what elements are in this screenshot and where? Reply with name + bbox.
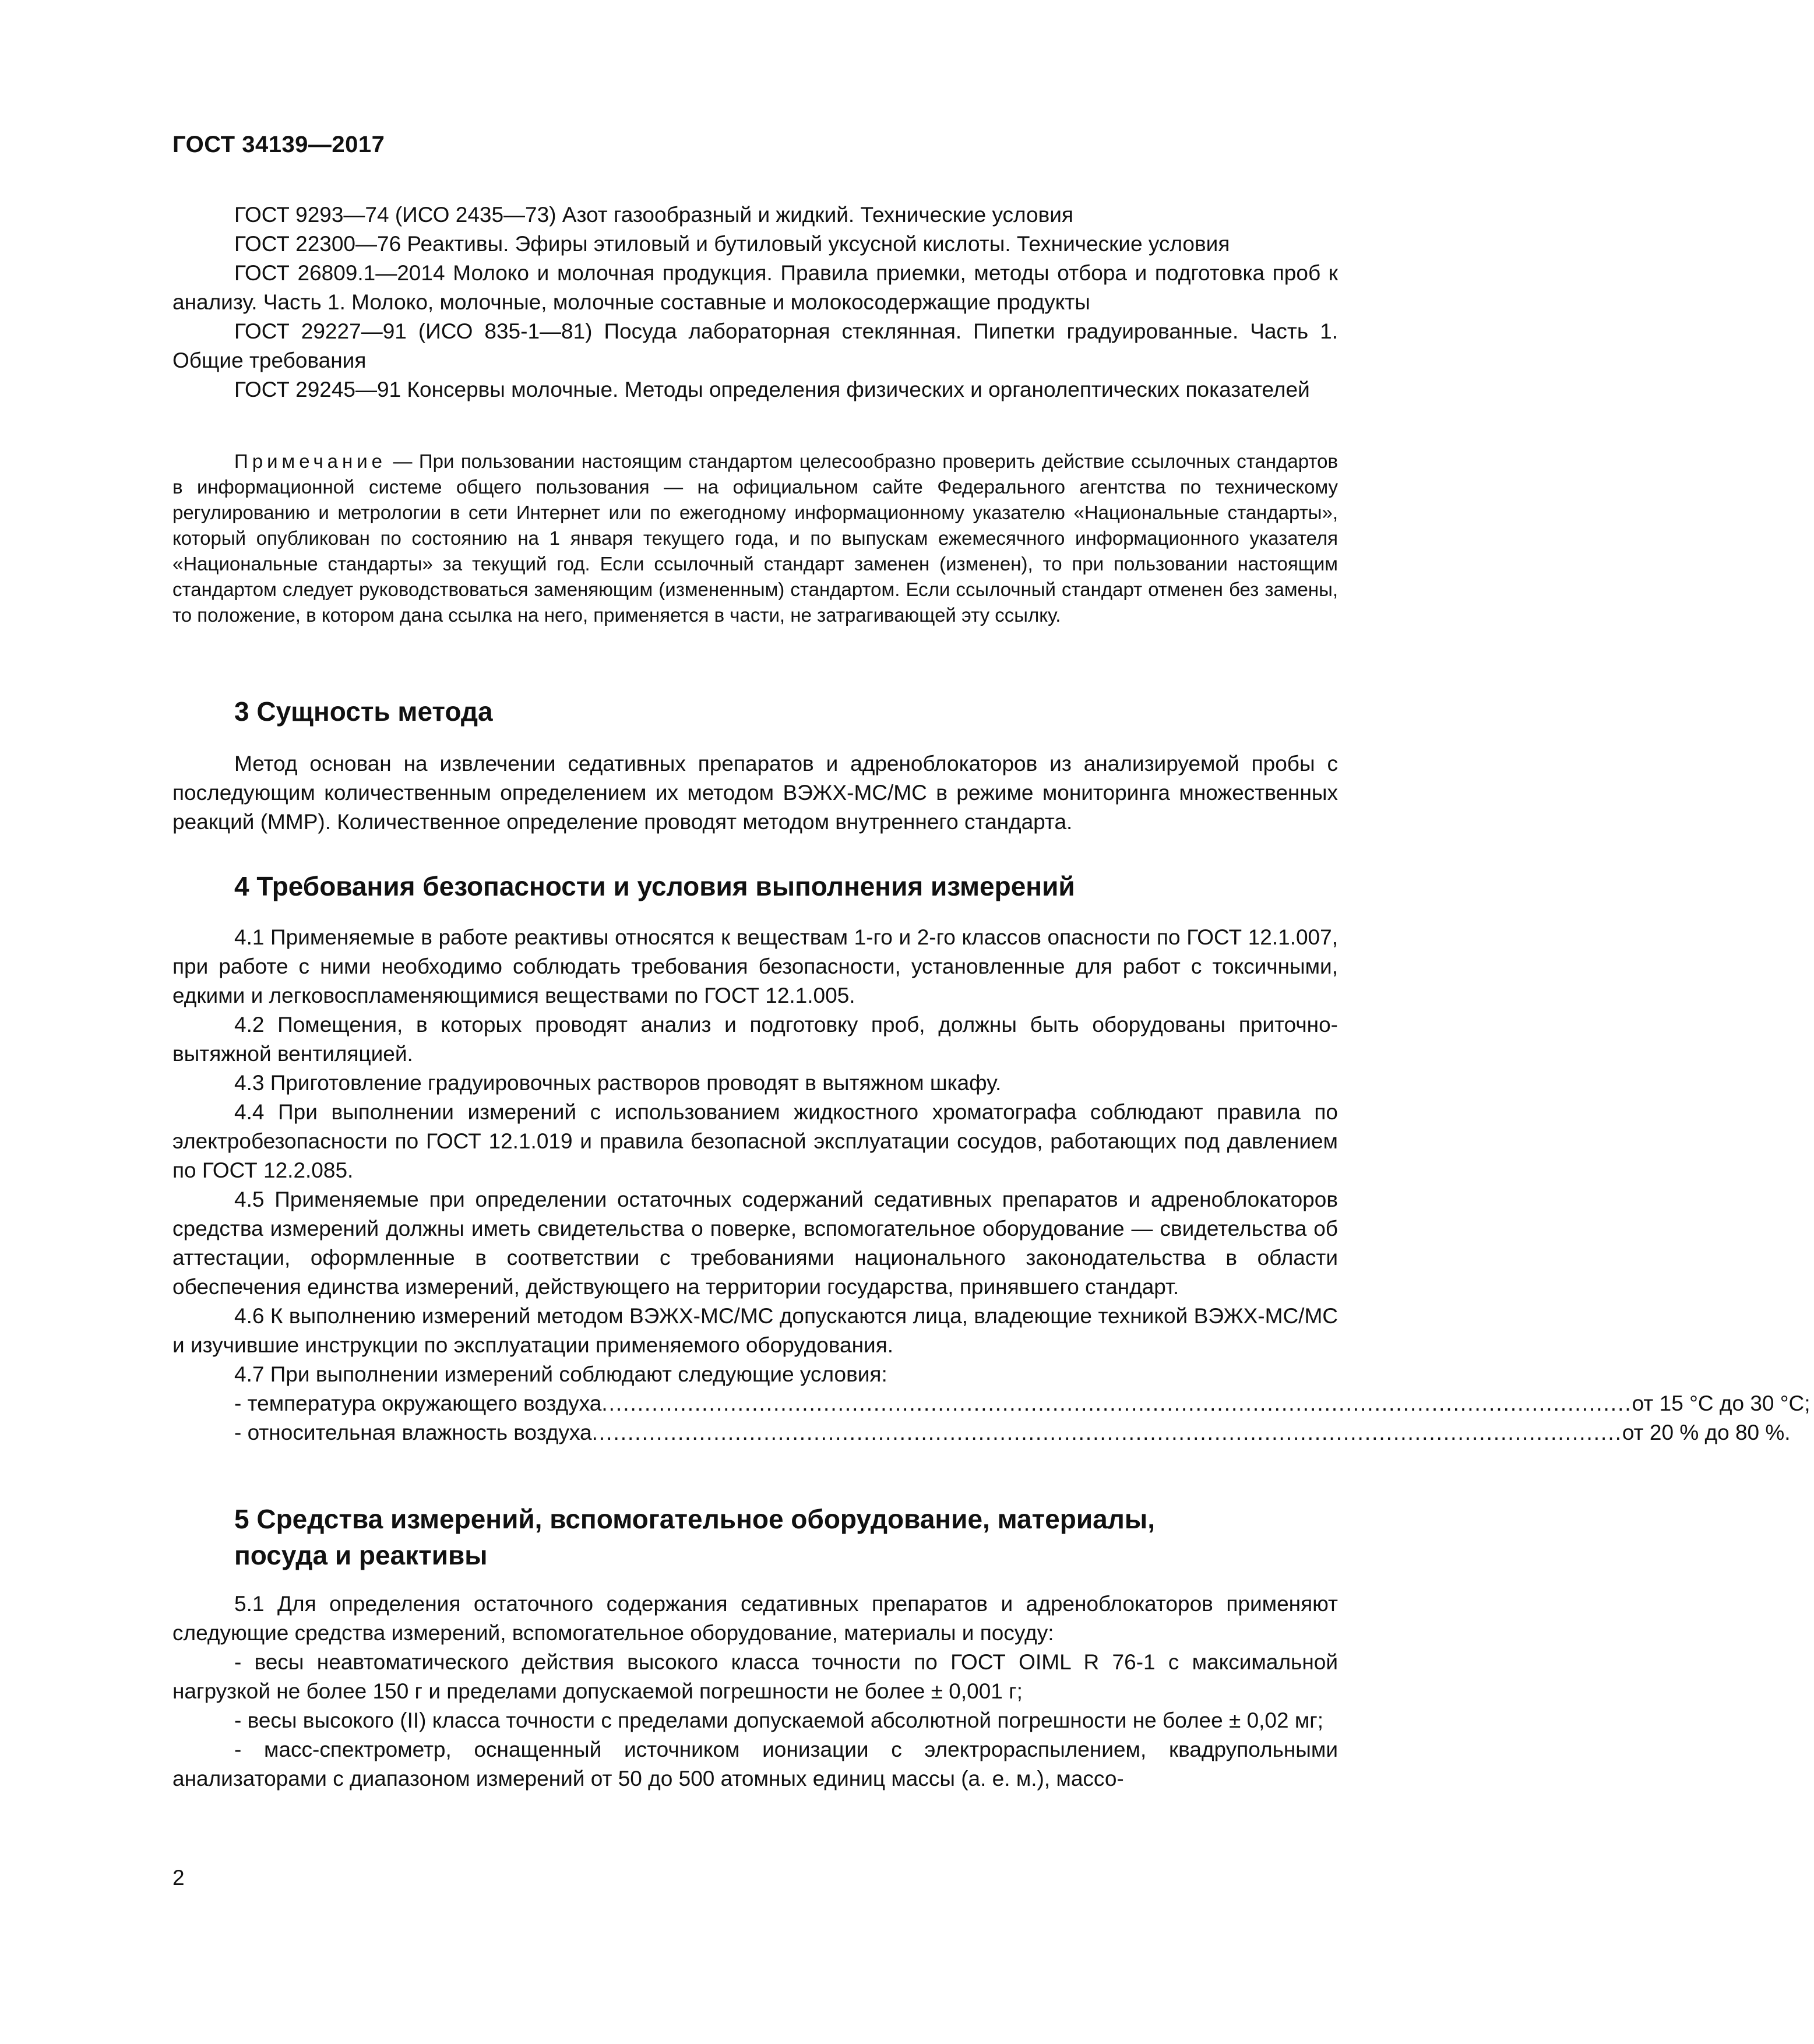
paragraph-4-4: 4.4 При выполнении измерений с использованием жидкостного хроматографа соблюдают правила по электробезопасности по ГОСТ 12.1.019 и правила безопасной эксплуатации сосудов, работающих под давлением по ГОСТ 12.2.085. xyxy=(172,1100,1338,1182)
condition-temperature xyxy=(172,1389,1811,1418)
condition-humidity xyxy=(172,1418,1791,1447)
page-number: 2 xyxy=(172,1866,185,1890)
note-label: Примечание xyxy=(234,450,387,472)
paragraph-4-5: 4.5 Применяемые при определении остаточных содержаний седативных препаратов и адреноблокаторов средства измерений должны иметь свидетельства о поверке, вспомогательное оборудование — свидетельства об аттестации, оформленные в соответствии с требованиями национального законодательства в области обеспечения единства измерений, действующего на территории государства, принявшего стандарт. xyxy=(172,1187,1338,1299)
condition-value: от 20 % до 80 %. xyxy=(1622,1421,1791,1444)
section-3-body xyxy=(172,749,1338,837)
reference-item: ГОСТ 22300—76 Реактивы. Эфиры этиловый и бутиловый уксусной кислоты. Технические условия xyxy=(234,232,1230,256)
paragraph-4-7: 4.7 При выполнении измерений соблюдают следующие условия: xyxy=(234,1362,887,1386)
paragraph-5-1: 5.1 Для определения остаточного содержания седативных препаратов и адреноблокаторов применяют следующие средства измерений, вспомогательное оборудование, материалы и посуду: xyxy=(172,1592,1338,1645)
reference-item: ГОСТ 29245—91 Консервы молочные. Методы определения физических и органолептических показателей xyxy=(234,378,1310,401)
condition-label: - температура окружающего воздуха xyxy=(234,1391,602,1415)
reference-item: ГОСТ 26809.1—2014 Молоко и молочная продукция. Правила приемки, методы отбора и подготовка проб к анализу. Часть 1. Молоко, молочные, молочные составные и молокосодержащие продукты xyxy=(172,261,1338,314)
section-3-paragraph: Метод основан на извлечении седативных препаратов и адреноблокаторов из анализируемой пробы с последующим количественным определением их методом ВЭЖХ-МС/МС в режиме мониторинга множественных реакций (ММР). Количественное определение проводят методом внутреннего стандарта. xyxy=(172,752,1338,834)
condition-label: - относительная влажность воздуха xyxy=(234,1421,592,1444)
note-text: — При пользовании настоящим стандартом целесообразно проверить действие ссылочных стандартов в информационной системе общего пользования — на официальном сайте Федерального агентства по техническому регулированию и метрологии в сети Интернет или по ежегодному информационному указателю «Национальные стандарты», который опубликован по состоянию на 1 января текущего года, и по выпускам ежемесячного информационного указателя «Национальные стандарты» за текущий год. Если ссылочный стандарт заменен (изменен), то при пользовании настоящим стандартом следует руководствоваться заменяющим (измененным) стандартом. Если ссылочный стандарт отменен без замены, то положение, в котором дана ссылка на него, применяется в части, не затрагивающей эту ссылку. xyxy=(172,450,1338,626)
normative-references xyxy=(172,200,1338,404)
section-3-title: 3 Сущность метода xyxy=(234,696,493,727)
dot-leader: ................................................................................................................................................ xyxy=(601,1391,1632,1415)
reference-item: ГОСТ 29227—91 (ИСО 835-1—81) Посуда лабораторная стеклянная. Пипетки градуированные. Часть 1. Общие требования xyxy=(172,319,1338,372)
section-5-title-line: 5 Средства измерений, вспомогательное оборудование, материалы, xyxy=(234,1504,1155,1534)
note-block xyxy=(172,449,1338,628)
document-header: ГОСТ 34139—2017 xyxy=(172,132,385,157)
list-item: - весы неавтоматического действия высокого класса точности по ГОСТ OIML R 76-1 с максимальной нагрузкой не более 150 г и пределами допускаемой погрешности не более ± 0,001 г; xyxy=(172,1650,1338,1703)
reference-item: ГОСТ 9293—74 (ИСО 2435—73) Азот газообразный и жидкий. Технические условия xyxy=(234,203,1073,227)
condition-value: от 15 °С до 30 °С; xyxy=(1632,1391,1811,1415)
section-5-title-line: посуда и реактивы xyxy=(234,1540,488,1570)
dot-leader: ................................................................................................................................................ xyxy=(591,1421,1622,1444)
list-item: - масс-спектрометр, оснащенный источником ионизации с электрораспылением, квадрупольными анализаторами с диапазоном измерений от 50 до 500 атомных единиц массы (а. е. м.), массо- xyxy=(172,1738,1338,1791)
paragraph-4-3: 4.3 Приготовление градуировочных растворов проводят в вытяжном шкафу. xyxy=(234,1071,1002,1095)
section-4-title: 4 Требования безопасности и условия выполнения измерений xyxy=(234,871,1075,901)
section-4-body xyxy=(172,923,1811,1447)
paragraph-4-1: 4.1 Применяемые в работе реактивы относятся к веществам 1-го и 2-го классов опасности по ГОСТ 12.1.007, при работе с ними необходимо соблюдать требования безопасности, установленные для работ с токсичными, едкими и легковоспламеняющимися веществами по ГОСТ 12.1.005. xyxy=(172,925,1338,1007)
section-5-body xyxy=(172,1590,1338,1793)
section-5-title xyxy=(234,1501,1155,1573)
list-item: - весы высокого (II) класса точности с пределами допускаемой абсолютной погрешности не более ± 0,02 мг; xyxy=(234,1708,1324,1732)
paragraph-4-6: 4.6 К выполнению измерений методом ВЭЖХ-МС/МС допускаются лица, владеющие техникой ВЭЖХ-МС/МС и изучившие инструкции по эксплуатации применяемого оборудования. xyxy=(172,1304,1338,1357)
paragraph-4-2: 4.2 Помещения, в которых проводят анализ и подготовку проб, должны быть оборудованы приточно-вытяжной вентиляцией. xyxy=(172,1013,1338,1066)
